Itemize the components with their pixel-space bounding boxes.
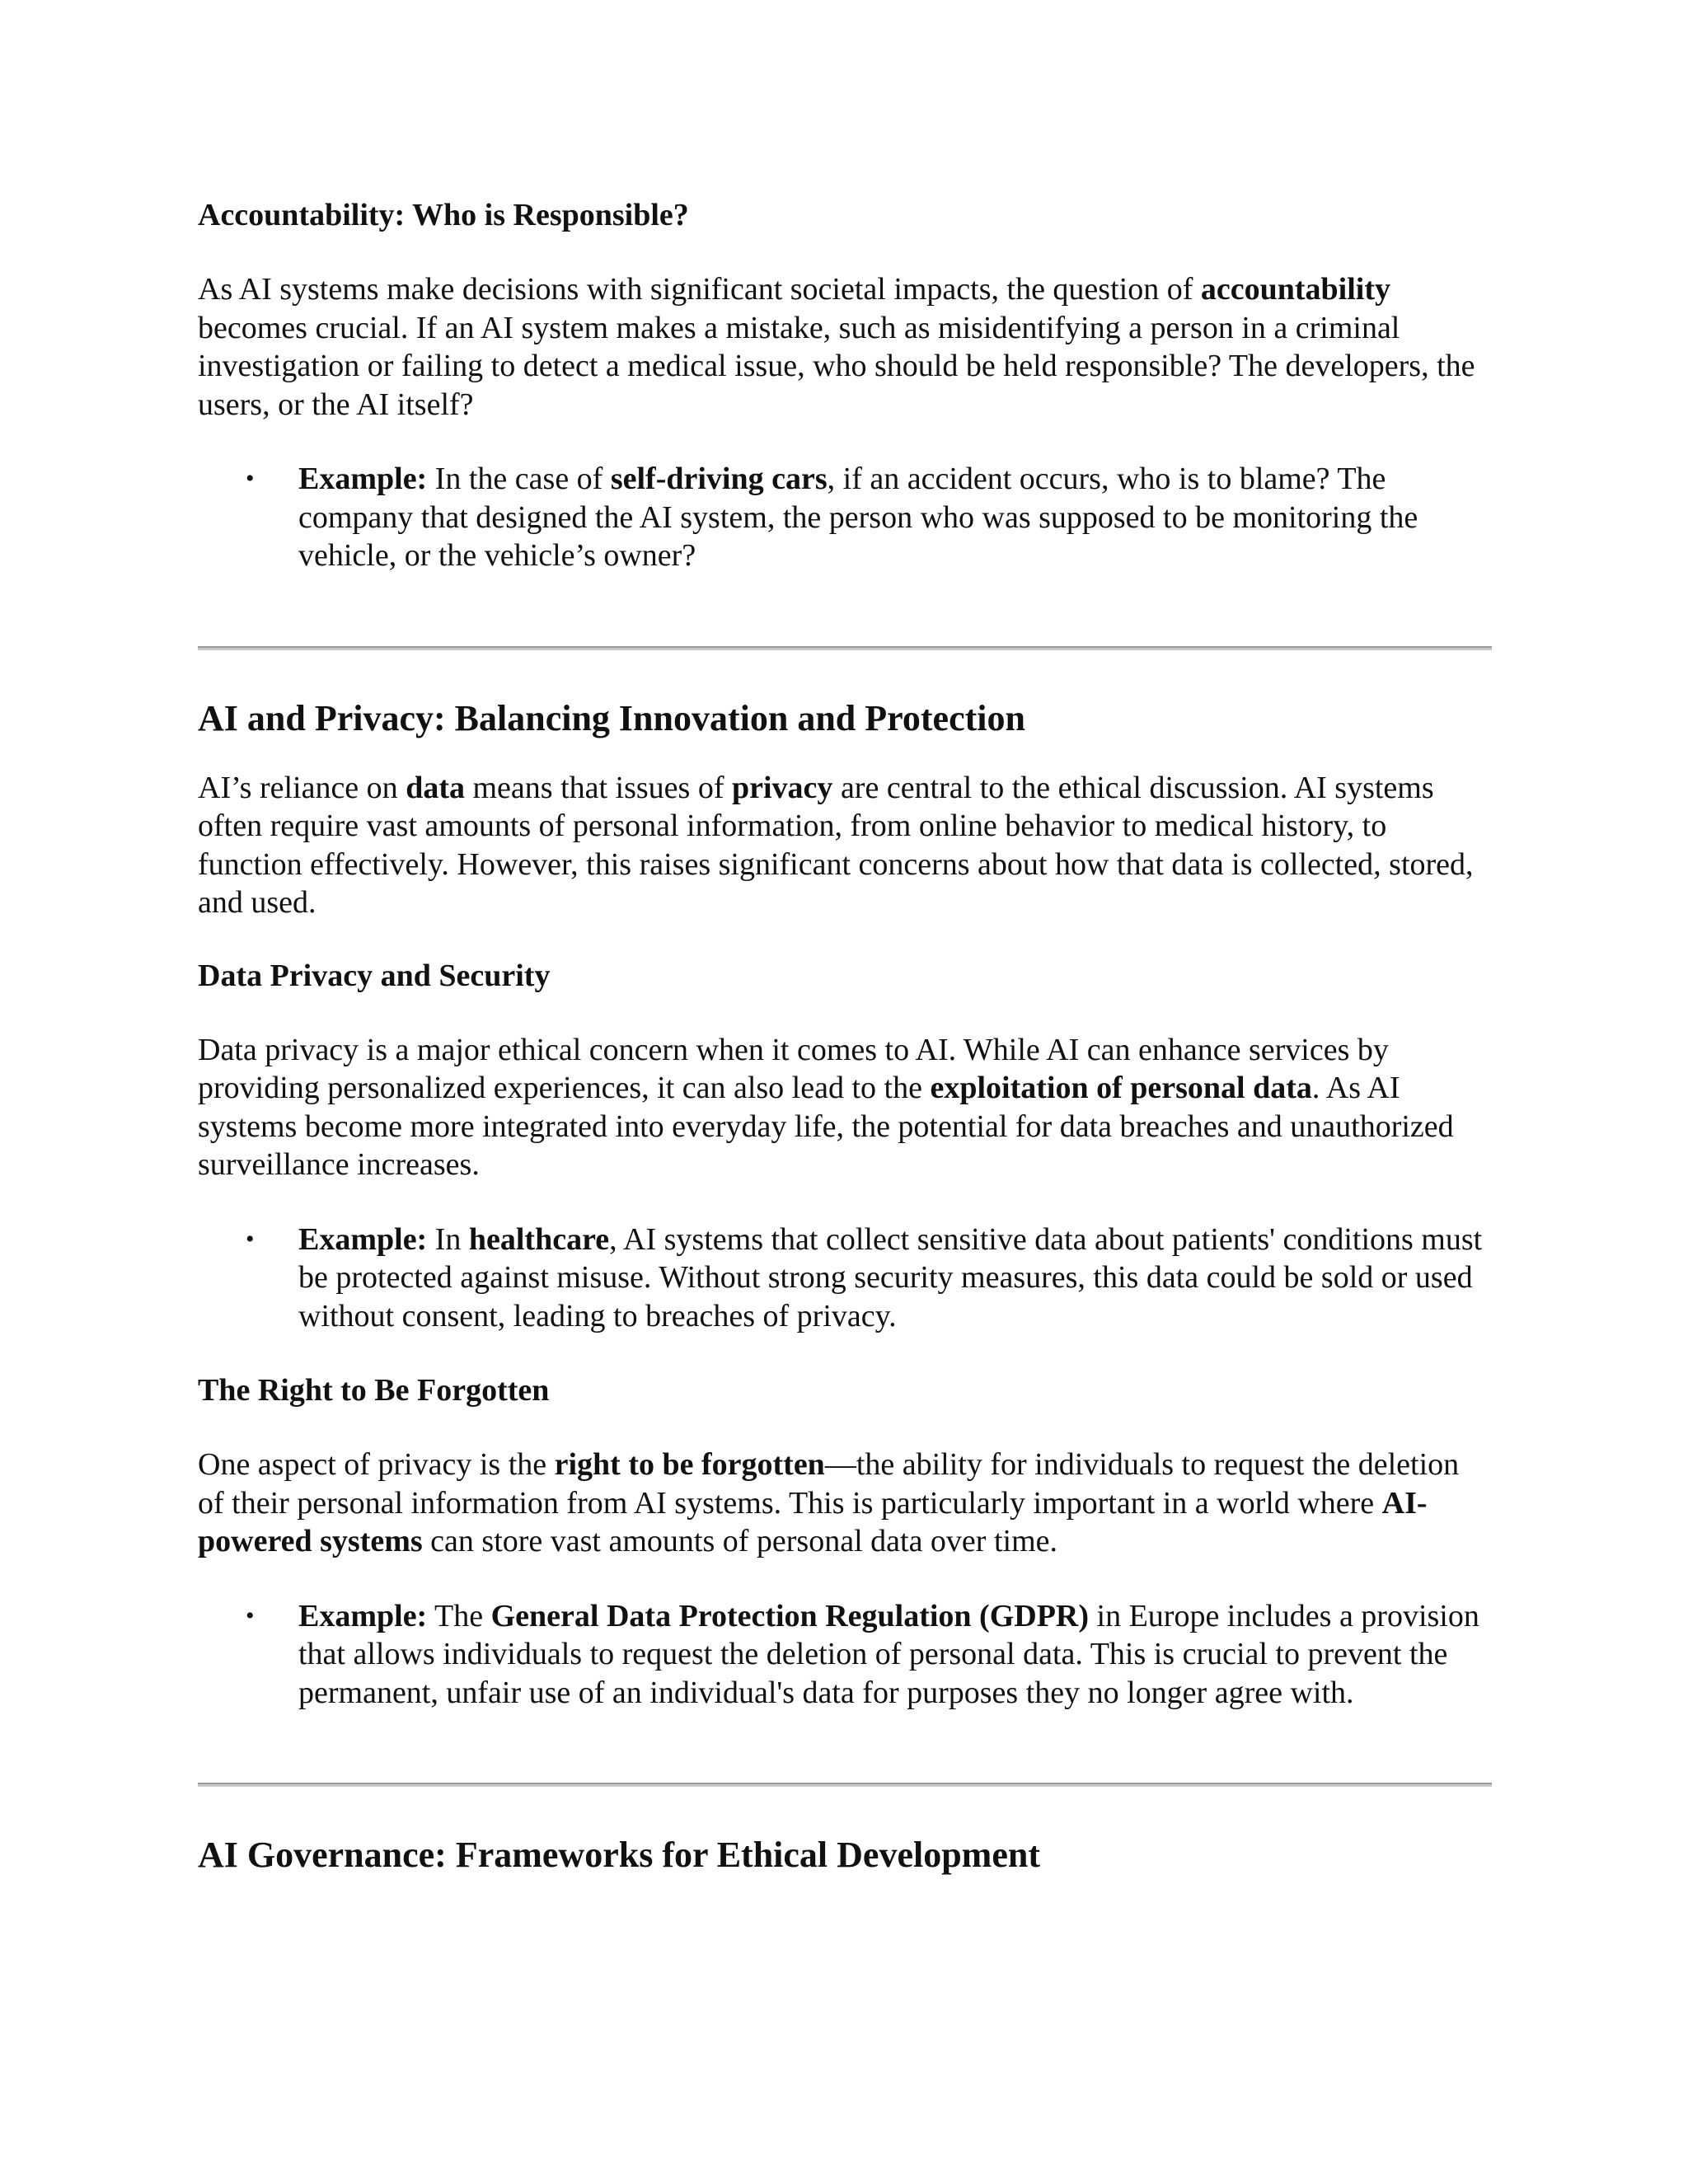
example-label: Example:	[298, 1221, 428, 1257]
bullet-list	[198, 460, 1492, 575]
heading-data-privacy-security: Data Privacy and Security	[198, 958, 551, 993]
bold-term: healthcare	[468, 1221, 610, 1257]
bold-term: self-driving cars	[610, 462, 828, 496]
example-label: Example:	[298, 1598, 428, 1633]
example-label: Example:	[298, 462, 428, 496]
bold-term: exploitation of personal data	[930, 1071, 1312, 1105]
text-run: . As AI systems become more integrated into everyday life, the potential for data breaches and unauthorized surveillance increases.	[198, 1071, 1454, 1182]
text-run: One aspect of privacy is the	[198, 1447, 555, 1482]
document-page	[198, 196, 1492, 1877]
text-run: Data privacy is a major ethical concern when it comes to AI. While AI can enhance services by providing personalized experiences, it can also lead to the	[198, 1032, 1389, 1105]
bullet-icon: •	[246, 465, 255, 492]
bullet-icon: •	[246, 1601, 255, 1629]
text-run: AI’s reliance on	[198, 770, 406, 805]
heading-governance: AI Governance: Frameworks for Ethical Development	[198, 1835, 1040, 1875]
list-item	[198, 1221, 1492, 1336]
text-run: In	[427, 1221, 469, 1257]
bold-term: privacy	[732, 770, 833, 805]
heading-privacy: AI and Privacy: Balancing Innovation and Protection	[198, 697, 1025, 738]
text-run: , if an accident occurs, who is to blame? The company that designed the AI system, the person who was supposed to be monitoring the vehicle, or the vehicle’s owner?	[298, 462, 1418, 573]
heading-accountability: Accountability: Who is Responsible?	[198, 198, 689, 232]
bold-term: General Data Protection Regulation (GDPR)	[490, 1598, 1090, 1633]
text-run: can store vast amounts of personal data over time.	[422, 1524, 1057, 1558]
text-run: means that issues of	[464, 770, 732, 805]
text-run: , AI systems that collect sensitive data about patients' conditions must be protected against misuse. Without strong security measures, this data could be sold or used without consent, leading to breaches of privacy.	[298, 1221, 1483, 1333]
bold-term: accountability	[1200, 272, 1390, 307]
text-run: are central to the ethical discussion. AI systems often require vast amounts of personal information, from online behavior to medical history, to function effectively. However, this raises significant concerns about how that data is collected, stored, and used.	[198, 770, 1474, 920]
bullet-icon: •	[246, 1225, 255, 1253]
bold-term: AI-powered systems	[198, 1485, 1428, 1558]
paragraph-accountability	[198, 270, 1492, 424]
paragraph-right-to-be-forgotten	[198, 1446, 1492, 1561]
paragraph-data-privacy	[198, 1031, 1492, 1184]
text-run: As AI systems make decisions with significant societal impacts, the question of	[198, 272, 1201, 307]
text-run: in Europe includes a provision that allows individuals to request the deletion of personal data. This is crucial to prevent the permanent, unfair use of an individual's data for purposes they no longer agree with.	[298, 1598, 1479, 1710]
text-run: —the ability for individuals to request the deletion of their personal information from AI systems. This is particularly important in a world where	[198, 1447, 1460, 1521]
text-run: The	[427, 1598, 491, 1633]
text-run: In the case of	[427, 462, 611, 496]
bullet-list	[198, 1221, 1492, 1336]
heading-right-to-be-forgotten: The Right to Be Forgotten	[198, 1373, 550, 1408]
paragraph-privacy	[198, 769, 1492, 922]
list-item	[198, 460, 1492, 575]
bold-term: right to be forgotten	[554, 1447, 825, 1482]
bullet-list	[198, 1597, 1492, 1713]
list-item	[198, 1597, 1492, 1713]
text-run: becomes crucial. If an AI system makes a mistake, such as misidentifying a person in a criminal investigation or failing to detect a medical issue, who should be held responsible? The developers, the users, or the AI itself?	[198, 310, 1475, 422]
bold-term: data	[406, 770, 465, 805]
